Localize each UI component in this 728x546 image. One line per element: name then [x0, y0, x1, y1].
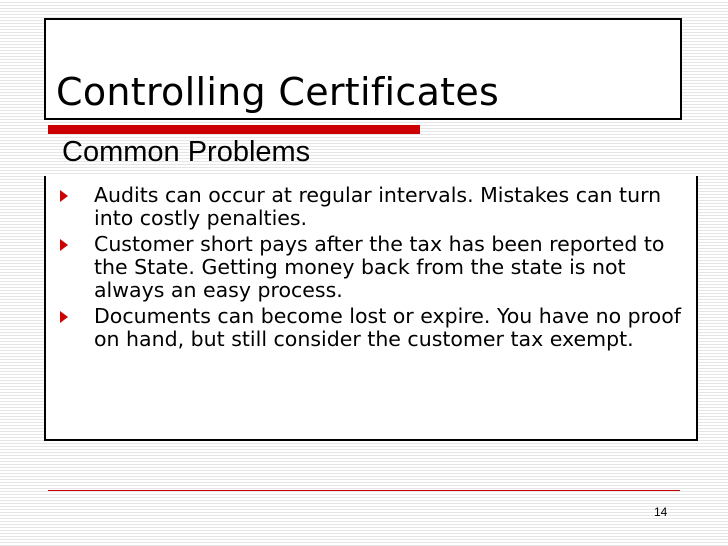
slide-subtitle: Common Problems: [62, 136, 311, 168]
bullet-item-audits: [46, 184, 700, 230]
red-triangle-bullet-icon: [60, 239, 68, 251]
content-box: [44, 176, 698, 441]
title-accent-bar: [48, 125, 420, 134]
bullet-text: Documents can become lost or expire. You have no proof on hand, but still consider the customer tax exempt.: [94, 304, 681, 351]
bullet-item-documents: [46, 305, 700, 351]
bullet-item-short-pays: [46, 233, 700, 302]
footer-divider: [48, 490, 680, 491]
red-triangle-bullet-icon: [60, 190, 68, 202]
bullet-text: Audits can occur at regular intervals. Mistakes can turn into costly penalties.: [94, 183, 662, 230]
bullet-list: [46, 184, 700, 354]
slide-title: Controlling Certificates: [56, 70, 500, 114]
red-triangle-bullet-icon: [60, 311, 68, 323]
title-box: [44, 18, 682, 120]
page-number: 14: [654, 505, 668, 519]
bullet-text: Customer short pays after the tax has been reported to the State. Getting money back from the state is not always an easy process.: [94, 232, 665, 302]
